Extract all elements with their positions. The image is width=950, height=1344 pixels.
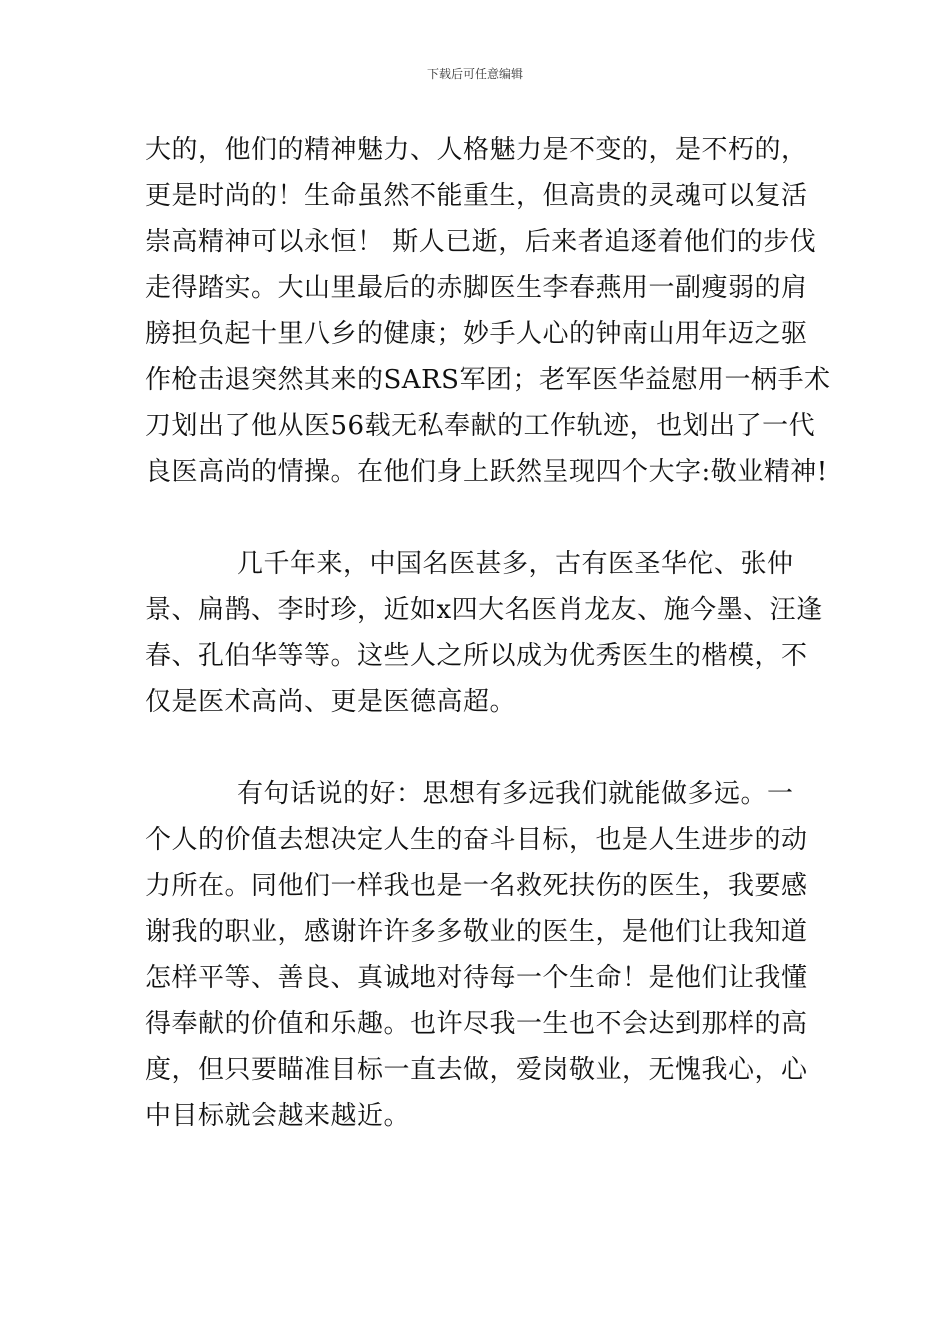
text-line: 景、扁鹊、李时珍，近如x四大名医肖龙友、施今墨、汪逢 bbox=[145, 595, 823, 625]
text-line: 得奉献的价值和乐趣。也许尽我一生也不会达到那样的高 bbox=[145, 1009, 808, 1039]
document-body bbox=[145, 127, 831, 1139]
text-line: 力所在。同他们一样我也是一名救死扶伤的医生，我要感 bbox=[145, 871, 808, 901]
text-line: 仅是医术高尚、更是医德高超。 bbox=[145, 687, 517, 717]
text-line: 更是时尚的！生命虽然不能重生，但高贵的灵魂可以复活 bbox=[145, 181, 808, 211]
text-line: 良医高尚的情操。在他们身上跃然呈现四个大字:敬业精神! bbox=[145, 457, 828, 487]
text-line: 谢我的职业，感谢许许多多敬业的医生，是他们让我知道 bbox=[145, 917, 808, 947]
text-line: 度，但只要瞄准目标一直去做，爱岗敬业，无愧我心，心 bbox=[145, 1055, 808, 1085]
paragraph-gap bbox=[145, 725, 810, 771]
text-line: 作枪击退突然其来的SARS军团；老军医华益慰用一柄手术 bbox=[145, 365, 831, 395]
text-line: 春、孔伯华等等。这些人之所以成为优秀医生的楷模，不 bbox=[145, 641, 808, 671]
text-line: 有句话说的好：思想有多远我们就能做多远。一 bbox=[237, 779, 794, 809]
paragraph bbox=[145, 771, 810, 1139]
paragraph bbox=[145, 541, 823, 725]
text-line: 中目标就会越来越近。 bbox=[145, 1101, 411, 1131]
paragraph bbox=[145, 127, 831, 495]
text-line: 走得踏实。大山里最后的赤脚医生李春燕用一副瘦弱的肩 bbox=[145, 273, 808, 303]
text-line: 大的，他们的精神魅力、人格魅力是不变的，是不朽的， bbox=[145, 135, 808, 165]
text-line: 个人的价值去想决定人生的奋斗目标，也是人生进步的动 bbox=[145, 825, 808, 855]
text-line: 刀划出了他从医56载无私奉献的工作轨迹，也划出了一代 bbox=[145, 411, 816, 441]
page-header-note: 下载后可任意编辑 bbox=[426, 67, 523, 81]
text-line: 崇高精神可以永恒！ 斯人已逝，后来者追逐着他们的步伐 bbox=[145, 227, 817, 257]
text-line: 怎样平等、善良、真诚地对待每一个生命！是他们让我懂 bbox=[145, 963, 808, 993]
text-line: 膀担负起十里八乡的健康；妙手人心的钟南山用年迈之驱 bbox=[145, 319, 808, 349]
paragraph-gap bbox=[145, 495, 810, 541]
text-line: 几千年来，中国名医甚多，古有医圣华佗、张仲 bbox=[237, 549, 794, 579]
